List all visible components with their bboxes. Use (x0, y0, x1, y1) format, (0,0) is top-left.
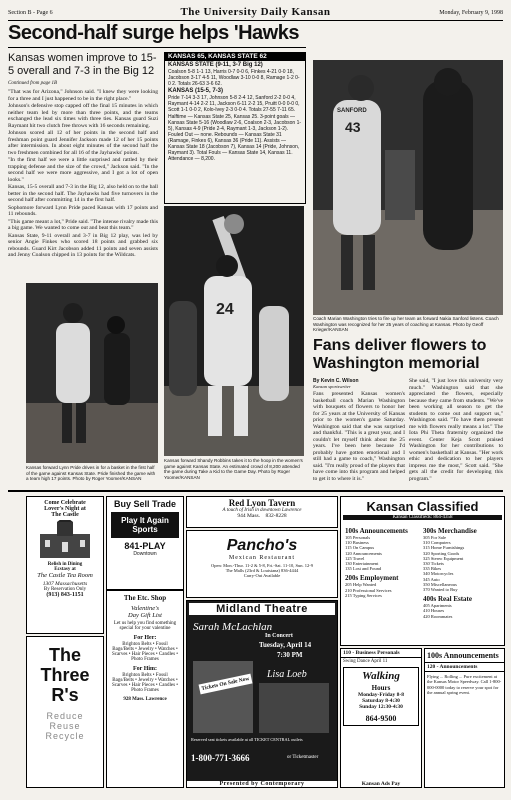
sports-logo: Play It Again Sports (111, 512, 179, 538)
midland-ad (186, 600, 338, 788)
coach-photo (313, 60, 503, 315)
fans-column-1: Fans presented Kansas women's basketball coach Marian Washington with bouquets of flowers to honor her for 25 years at the University of Kansas prior to the women's game Saturday. Washington said that she was surprised and thankful. "This is a great year, and I couldn't let myself think about the 25 years. I've been here because I'd probably have gotten emotional and I still had a game to coach," Washington said. "I'm really proud of the players that have come into this program and helped to get it to where it is." (313, 391, 405, 482)
etc-line: Valentine's (130, 605, 160, 612)
midland-opener: Lisa Loeb (267, 669, 307, 680)
walking-phone: 864-9500 (365, 714, 397, 723)
section-head: 400s Real Estate (423, 595, 472, 604)
list-item: 320 Sporting Goods (423, 550, 460, 556)
list-item: 205 Help Wanted (345, 582, 377, 588)
list-item: 105 Personals (345, 535, 371, 540)
box-score (164, 52, 306, 204)
pride-photo (26, 283, 158, 463)
subhead: Kansas women improve to 15-5 overall and 7-3 in the Big 12 (8, 52, 157, 77)
red-lyon-address: 944 Mass. (237, 513, 261, 519)
article-paragraph: Johnson scored all 12 of her points in the second half and freshman point guard Jennifer Jackson made 12 of her 15 points after intermission. In about eight minutes of the second half the two freshmen combined for all 16 of the Jayhawks' points. (8, 130, 158, 156)
three-rs-title: Three (40, 665, 90, 685)
article-paragraph: Kansas, 15-5 overall and 7-3 in the Big 12, also held on to the ball better in the second half. The Jayhawks had five turnovers in the second half after committing 14 in the first half. (8, 184, 158, 203)
sports-phone: 841-PLAY (124, 541, 166, 551)
list-item: 410 Houses (423, 608, 445, 614)
castle-reservation: By Reservation Only (43, 587, 87, 592)
list-item: 315 Home Furnishings (423, 545, 465, 551)
midland-artist: Sarah McLachlan (193, 621, 273, 633)
castle-ad (26, 496, 104, 634)
announcements-text: Flying ... Rolling ... Pure excitement at the Kansas Motor Speedway. Call 1-800-000-0000 today to reserve your spot for the annual spring event. (427, 674, 502, 695)
tickets-badge: Tickets On Sale Now (199, 674, 253, 695)
walking-ad (343, 667, 419, 726)
three-rs-word: Reuse (49, 721, 81, 731)
ad-divider (8, 490, 503, 492)
list-item: 340 Motorcycles (423, 571, 454, 577)
midland-title: Midland Theatre (189, 603, 335, 615)
byline-role: Kansan sportswriter (313, 384, 351, 389)
business-personals (340, 648, 422, 788)
list-item: 130 Entertainment (345, 561, 379, 567)
box-score-title: KANSAS 65, KANSAS STATE 62 (165, 53, 305, 61)
section-head: 100s Announcements (345, 527, 408, 535)
classified-title: Kansan Classified (366, 499, 479, 514)
article-paragraph: "This game meant a lot," Pride said. "The intense rivalry made this a big game. We wanted to come out and beat this team." (8, 218, 158, 231)
list-item: 120 Announcements (345, 550, 382, 556)
jersey-number: 43 (345, 119, 361, 135)
classified-phone: Kansan Classifieds: 864-4358 (343, 515, 502, 520)
team-heading: KANSAS (15-5, 7-3) (168, 88, 224, 94)
fans-column-2: She said, "I just love this university very much." Washington said that she appreciated the flowers, especially because they came from students. "We've been working all season to get the students to come out and support us," Washington said. "To have them present me with flowers really means a lot." The Iota Phi Theta fraternity organized the event. Center Keja Scott praised Washington for her contributions to women's basketball at Kansas. "Her work ethic and dedication to her players impress me the most," Scott said. "She gets all the credit for developing this program." (409, 378, 503, 482)
list-item: 215 Typing Services (345, 592, 382, 598)
panchos-tag: Mexican Restaurant (228, 555, 296, 561)
article-paragraph: Kansas State, 9-11 overall and 3-7 in Big 12 play, was led by senior Angie Finkes who scored 18 points and grabbed six rebounds. Guard Kirt Jacobson added 11 points and seven assists and Jenny Coalson chipped in 13 points for the Wildcats. (8, 232, 158, 258)
byline: By Kevin C. Wilson (313, 378, 359, 384)
list-item: 325 Stereo Equipment (423, 555, 464, 561)
walking-name: Walking (362, 670, 400, 682)
castle-address: 1307 Massachusetts (42, 581, 88, 587)
three-rs-word: Recycle (45, 731, 85, 741)
section-head: 200s Employment (345, 574, 399, 583)
photo-caption: Kansas forward Shandy Robbins takes it to the hoop in the women's game against Kansas State. An estimated crowd of 8,200 attended the game during Take a Kid to the Game Day. Photo by Roger Yoomer/KANSAN (164, 458, 303, 480)
section-list (345, 582, 421, 598)
robbins-photo-art (164, 206, 304, 456)
continued-label: Continued from page 1B (8, 81, 58, 86)
divider (8, 47, 306, 48)
sports-extra: Downtown (133, 551, 157, 557)
castle-name: The Castle Tea Room (37, 572, 93, 579)
jersey-name: SANFORD (337, 108, 367, 114)
list-item: 125 Travel (345, 555, 365, 561)
business-title: 110 - Business Personals (341, 649, 421, 658)
announcements-sub: 120 - Announcements (425, 663, 504, 672)
walking-hours: Monday-Friday 8-8 (358, 692, 404, 698)
etc-line: Day Gift List (128, 612, 162, 619)
article-paragraph: "That was for Arizona," Johnson said. "I knew they were looking for a three and I just happened to be in the right place." (8, 89, 158, 102)
walking-hours: Saturday 8-4:30 (362, 698, 400, 704)
team-stats: Coalson 5-8 1-1 13, Harris 0-7 0-0 6, Finkes 4-21 0-0 18, Jacobson 3-17 4-5 11, Woodlaw 3-10 0-0 8, Ramage 1-2 0-0 2. Totals 26-63 3-6 62. (168, 69, 300, 87)
walking-hours-title: Hours (371, 684, 391, 692)
list-item: 335 Bikes (423, 566, 442, 572)
red-lyon-ad (186, 496, 338, 528)
red-lyon-contact (187, 513, 337, 519)
castle-line: Lover's Night at (44, 506, 86, 512)
etc-shop-ad (106, 590, 184, 788)
sports-ad (106, 496, 184, 590)
etc-shop-name: The Etc. Shop (123, 594, 167, 602)
list-item: 115 On Campus (345, 545, 375, 551)
three-rs-title: The (48, 645, 81, 665)
castle-line: Relish in Dining (47, 562, 83, 567)
etc-items: Brighton Belts • Fossil Bags/Belts • Jewelry • Watches • Scarves • Hair Pieces • Candles • Photo Frames (111, 642, 179, 662)
midland-fineprint: Reserved seat tickets available at all TICKET CENTRAL outlets (191, 737, 303, 742)
list-item: 405 Apartments (423, 603, 452, 609)
three-rs-title: R's (51, 685, 79, 705)
paper-title: The University Daily Kansan (180, 6, 331, 18)
photo-caption: Kansas forward Lynn Pride drives in for a basket in the first half of the game against Kansas State. Pride finished the game with a team high 17 points. Photo by Roger Yoomer/KANSAN (26, 465, 156, 481)
opener-photo (259, 683, 329, 733)
classified-col-100 (345, 527, 421, 598)
game-summary: Halftime — Kansas State 25, Kansas 25. 3-point goals — Kansas State 5-16 (Woodlaw 2-6, Coalson 2-3, Jacobson 1-5), Kansas 4-9 (Pride 2-4, Raymant 1-3, Jackson 1-2). Fouled Out — none. Rebounds — Kansas State 31 (Ramage, Finkes 6), Kansas 36 (Pride 11). Assists — Kansas State 18 (Jacobson 7), Kansas 14 (Pride, Johnson, Raymant 3). Total Fouls — Kansas State 14, Kansas 11. Attendance — 8,200. (168, 114, 302, 162)
article-paragraph: Johnson's defensive stop capped off the final 15 minutes in which neither team led by more than three points, and the teams exchanged the lead six times with three ties. Kansas guard Suzi Raymant hit two clutch free throws with 16 seconds remaining. (8, 103, 158, 129)
panchos-address: The Malls (23rd & Louisiana) 836-4444 (225, 568, 299, 573)
list-item: 305 For Sale (423, 535, 446, 540)
midland-phone: 1-800-771-3666 (191, 753, 250, 763)
panchos-ad (186, 530, 338, 598)
classified-col-300 (423, 527, 501, 619)
section-list (423, 535, 501, 592)
etc-for-him: For Him: (132, 666, 158, 672)
robbins-photo (164, 206, 304, 456)
three-rs-ad (26, 636, 104, 788)
castle-icon (35, 520, 95, 558)
article-paragraph: "In the first half we were a little surprised and rattled by their trapping defense and the size of the crowd," Jackson said. "In the second half we were more aggressive, and I got a lot of open looks." (8, 157, 158, 183)
ads-pay-label: Kansan Ads Pay (361, 781, 401, 787)
business-item: Swing Dance April 11 (343, 659, 388, 664)
red-lyon-phone: 832-8228 (265, 513, 287, 519)
midland-presented: Presented by Contemporary (187, 781, 337, 787)
castle-line: The Castle (51, 512, 79, 518)
article-body (8, 89, 158, 279)
main-headline: Second-half surge helps 'Hawks (8, 22, 299, 44)
coach-photo-art (313, 60, 503, 315)
fans-headline: Fans deliver flowers to Washington memorial (313, 337, 487, 372)
section-head: 300s Merchandise (423, 527, 477, 535)
walking-hours: Sunday 12:30-4:30 (359, 704, 403, 710)
list-item: 135 Lost and Found (345, 566, 382, 572)
etc-address: 928 Mass. Lawrence (123, 697, 167, 702)
panchos-note: Carry-Out Available (243, 573, 281, 578)
article-paragraph: Sophomore forward Lynn Pride paced Kansas with 17 points and 11 rebounds. (8, 204, 158, 217)
classified-section (340, 496, 505, 646)
list-item: 210 Professional Services (345, 587, 392, 593)
list-item: 310 Computers (423, 540, 451, 546)
castle-line: Ecstasy at (54, 567, 76, 572)
announcements-title: 100s Announcements (425, 649, 504, 663)
midland-date: Tuesday, April 14 (259, 641, 312, 649)
midland-or: or Ticketmaster (287, 755, 319, 760)
castle-phone: (913) 843-1151 (46, 592, 84, 598)
etc-for-her: For Her: (133, 635, 157, 641)
team-stats: Pride 7-14 3-3 17, Johnson 5-8 2-4 12, Sanford 2-2 0-0 4, Raymant 4-14 2-2 11, Jackson 6-11 2-2 15, Pruitt 0-0 0-0 0, Scott 1-1 0-0 2, Kolo-Ivey 2-3 0-0 4. Totals 27-55 7-11 65. (168, 95, 300, 113)
masthead (8, 6, 503, 21)
etc-line: Let us help you find something special for your valentine (113, 621, 177, 631)
list-item: 330 Tickets (423, 561, 444, 567)
castle-line: Come Celebrate (44, 500, 86, 506)
list-item: 350 Miscellaneous (423, 581, 457, 587)
red-lyon-tag: A touch of Irish in downtown Lawrence (222, 508, 302, 513)
section-list (423, 603, 501, 619)
announcements (424, 648, 505, 788)
photo-caption: Coach Marian Washington tries to fire up her team as forward Nakia Sanford listens. Coach Washington was recognized for her 25 years of coaching at Kansas. Photo by Geoff Krieger/KANSAN (313, 316, 499, 332)
three-rs-word: Reduce (46, 711, 84, 721)
list-item: 370 Wanted to Buy (423, 587, 458, 593)
team-heading: KANSAS STATE (9-11, 3-7 Big 12) (168, 62, 263, 68)
section-label: Section B - Page 6 (8, 10, 53, 16)
sports-headline: Buy Sell Trade (113, 499, 177, 509)
etc-items: Brighton Belts • Fossil Bags/Belts • Jewelry • Watches • Scarves • Hair Pieces • Candles • Photo Frames (111, 673, 179, 693)
panchos-name: Pancho's (226, 537, 298, 554)
section-list (345, 535, 421, 571)
jersey-number: 24 (216, 301, 234, 318)
list-item: 420 Roommates (423, 613, 453, 619)
list-item: 345 Auto (423, 576, 440, 582)
midland-concert: In Concert (265, 633, 293, 639)
midland-time: 7:30 PM (277, 651, 303, 659)
artist-photo (193, 661, 253, 733)
issue-date: Monday, February 9, 1998 (439, 10, 503, 16)
list-item: 110 Business (345, 540, 369, 546)
panchos-hours: Open: Mon.-Thur. 11-2 & 5-8, Fri.-Sat. 11-10, Sun. 12-9 (210, 563, 314, 568)
red-lyon-name: Red Lyon Tavern (228, 498, 296, 508)
pride-photo-art (26, 283, 158, 463)
